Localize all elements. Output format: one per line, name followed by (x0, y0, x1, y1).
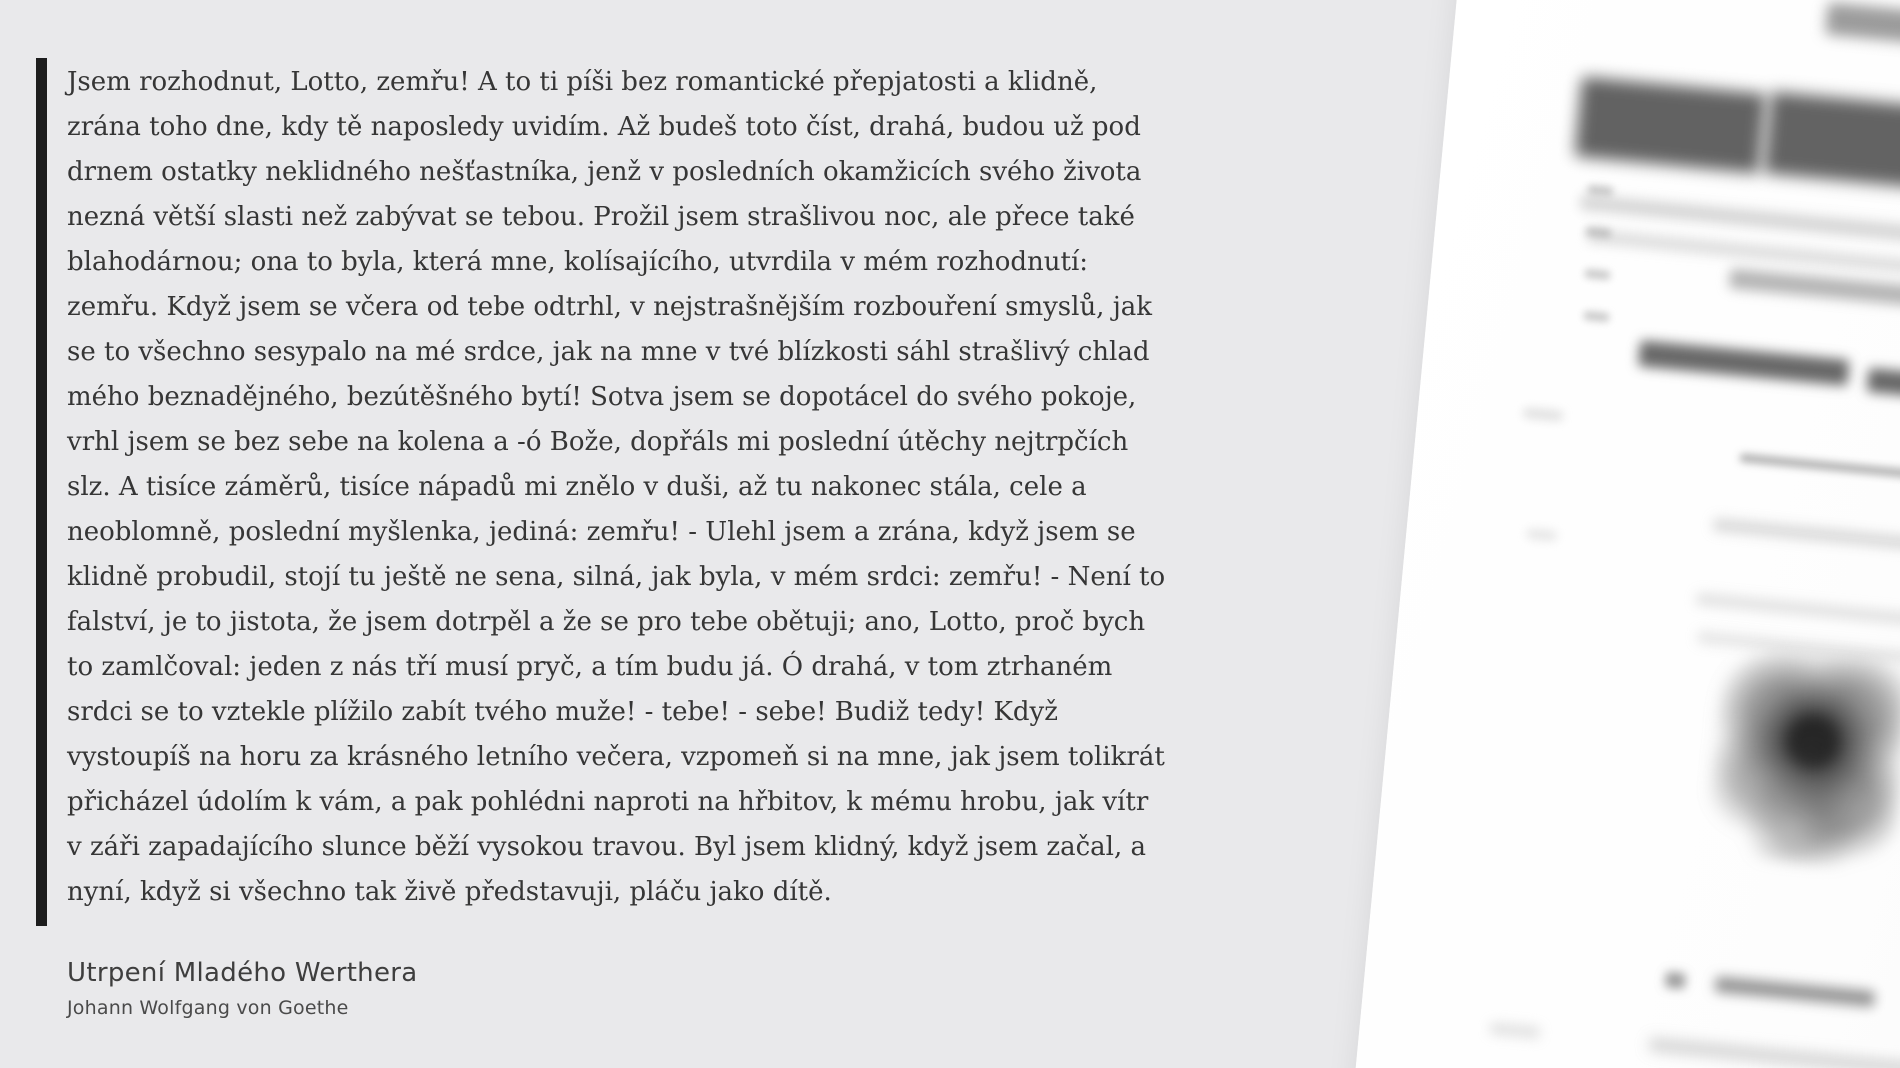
blurred-text-row (1713, 518, 1900, 562)
blurred-bold-row (1638, 340, 1850, 386)
blurred-title-word-2 (1764, 91, 1900, 198)
blurred-footer-text (1649, 1037, 1900, 1068)
quote-line: nyní, když si všechno tak živě představuji, pláču jako dítě. (67, 877, 832, 907)
blurred-footer-mark (1665, 971, 1686, 989)
blurred-page-header-text (1825, 2, 1900, 56)
blurred-speck (1526, 528, 1557, 541)
quote-line: srdci se to vztekle plížilo zabít tvého muže! - tebe! - sebe! Budiž tedy! Když (67, 697, 1058, 727)
blurred-footer-mark (1489, 1022, 1540, 1039)
quote-line: Jsem rozhodnut, Lotto, zemřu! A to ti píši bez romantické přepjatosti a klidně, (67, 67, 1098, 97)
quote-line: zemřu. Když jsem se včera od tebe odtrhl, v nejstrašnějším rozbouření smyslů, jak (67, 292, 1153, 322)
blurred-book-page (1336, 0, 1900, 1068)
blurred-speck (1523, 408, 1564, 422)
quote-text (67, 60, 1165, 915)
printer-ornament (1703, 644, 1900, 871)
blurred-bold-row (1867, 368, 1900, 411)
blurred-rule-line (1739, 453, 1900, 493)
quote-line: drnem ostatky neklidného nešťastníka, jenž v posledních okamžicích svého života (67, 157, 1142, 187)
quote-line: zrána toho dne, kdy tě naposledy uvidím. Až budeš toto číst, drahá, budou už pod (67, 112, 1141, 142)
quote-line: slz. A tisíce záměrů, tisíce nápadů mi znělo v duši, až tu nakonec stála, cele a (67, 472, 1087, 502)
blurred-margin-mark (1583, 311, 1610, 322)
blurred-text-row (1696, 593, 1900, 633)
quote-line: klidně probudil, stojí tu ještě ne sena, silná, jak byla, v mém srdci: zemřu! - Není to (67, 562, 1166, 592)
quote-line: falství, je to jistota, že jsem dotrpěl a že se pro tebe obětuji; ano, Lotto, proč bych (67, 607, 1146, 637)
quote-line: to zamlčoval: jeden z nás tří musí pryč, a tím budu já. Ó drahá, v tom ztrhaném (67, 652, 1113, 682)
source-title: Utrpení Mladého Werthera (67, 958, 418, 988)
quote-line: se to všechno sesypalo na mé srdce, jak na mne v tvé blízkosti sáhl strašlivý chlad (67, 337, 1150, 367)
blurred-title-word-1 (1574, 77, 1766, 174)
blurred-margin-mark (1584, 269, 1611, 280)
quote-line: vrhl jsem se bez sebe na kolena a -ó Bože, dopřáls mi poslední útěchy nejtrpčích (67, 427, 1129, 457)
quote-line: neoblomně, poslední myšlenka, jediná: zemřu! - Ulehl jsem a zrána, když jsem se (67, 517, 1136, 547)
quote-line: přicházel údolím k vám, a pak pohlédni naproti na hřbitov, k mému hrobu, jak vítr (67, 787, 1149, 817)
quote-line: v záři zapadajícího slunce běží vysokou travou. Byl jsem klidný, když jsem začal, a (67, 832, 1147, 862)
quote-line: vystoupíš na horu za krásného letního večera, vzpomeň si na mne, jak jsem tolikrát (67, 742, 1165, 772)
quote-line: mého beznadějného, bezútěšného bytí! Sotva jsem se dopotácel do svého pokoje, (67, 382, 1137, 412)
quote-line: blahodárnou; ona to byla, která mne, kolísajícího, utvrdila v mém rozhodnutí: (67, 247, 1089, 277)
blurred-footer-text (1714, 976, 1875, 1007)
blurred-subtitle-row (1729, 268, 1900, 311)
blockquote-bar (36, 58, 47, 926)
source-author: Johann Wolfgang von Goethe (67, 997, 349, 1019)
quote-line: nezná větší slasti než zabývat se tebou. Prožil jsem strašlivou noc, ale přece také (67, 202, 1135, 232)
